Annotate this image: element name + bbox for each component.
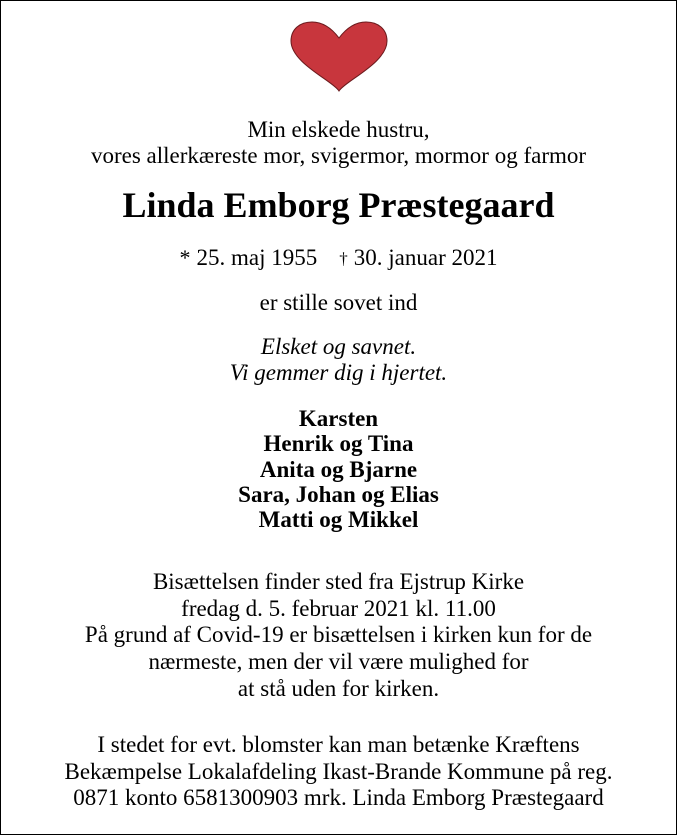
family-member: Henrik og Tina (263, 431, 414, 457)
donation-info (1, 732, 676, 812)
quote-line-1: Elsket og savnet. (260, 334, 417, 359)
funeral-line: nærmeste, men der vil være mulighed for (148, 649, 529, 675)
family-member: Karsten (298, 406, 379, 431)
death-date: 30. januar 2021 (353, 245, 498, 270)
funeral-line: Bisættelsen finder sted fra Ejstrup Kirke (152, 569, 525, 594)
birth-date: 25. maj 1955 (196, 245, 318, 270)
funeral-line: at stå uden for kirken. (237, 675, 440, 701)
death-cross-icon: † (339, 249, 348, 268)
family-member: Anita og Bjarne (259, 456, 418, 482)
birth-symbol: * (179, 245, 191, 270)
intro-line-1: Min elskede hustru, (247, 117, 430, 142)
donation-line: 0871 konto 6581300903 mrk. Linda Emborg Præstegaard (73, 785, 604, 811)
family-list (1, 406, 676, 532)
funeral-info (1, 569, 676, 702)
family-member: Sara, Johan og Elias (238, 481, 439, 507)
quote-text (1, 334, 676, 387)
family-member: Matti og Mikkel (258, 507, 419, 533)
deceased-name: Linda Emborg Præstegaard (122, 185, 555, 225)
funeral-line: fredag d. 5. februar 2021 kl. 11.00 (181, 595, 496, 621)
sleep-text: er stille sovet ind (259, 290, 418, 315)
heart-icon (289, 21, 389, 93)
funeral-line: På grund af Covid-19 er bisættelsen i kirken kun for de (84, 622, 593, 648)
donation-line: I stedet for evt. blomster kan man betænke Kræftens (97, 732, 580, 757)
quote-line-2: Vi gemmer dig i hjertet. (229, 360, 448, 386)
intro-text (1, 117, 676, 170)
donation-line: Bekæmpelse Lokalafdeling Ikast-Brande Kommune på reg. (64, 758, 613, 784)
intro-line-2: vores allerkæreste mor, svigermor, mormor og farmor (90, 143, 587, 169)
life-dates (1, 245, 676, 271)
